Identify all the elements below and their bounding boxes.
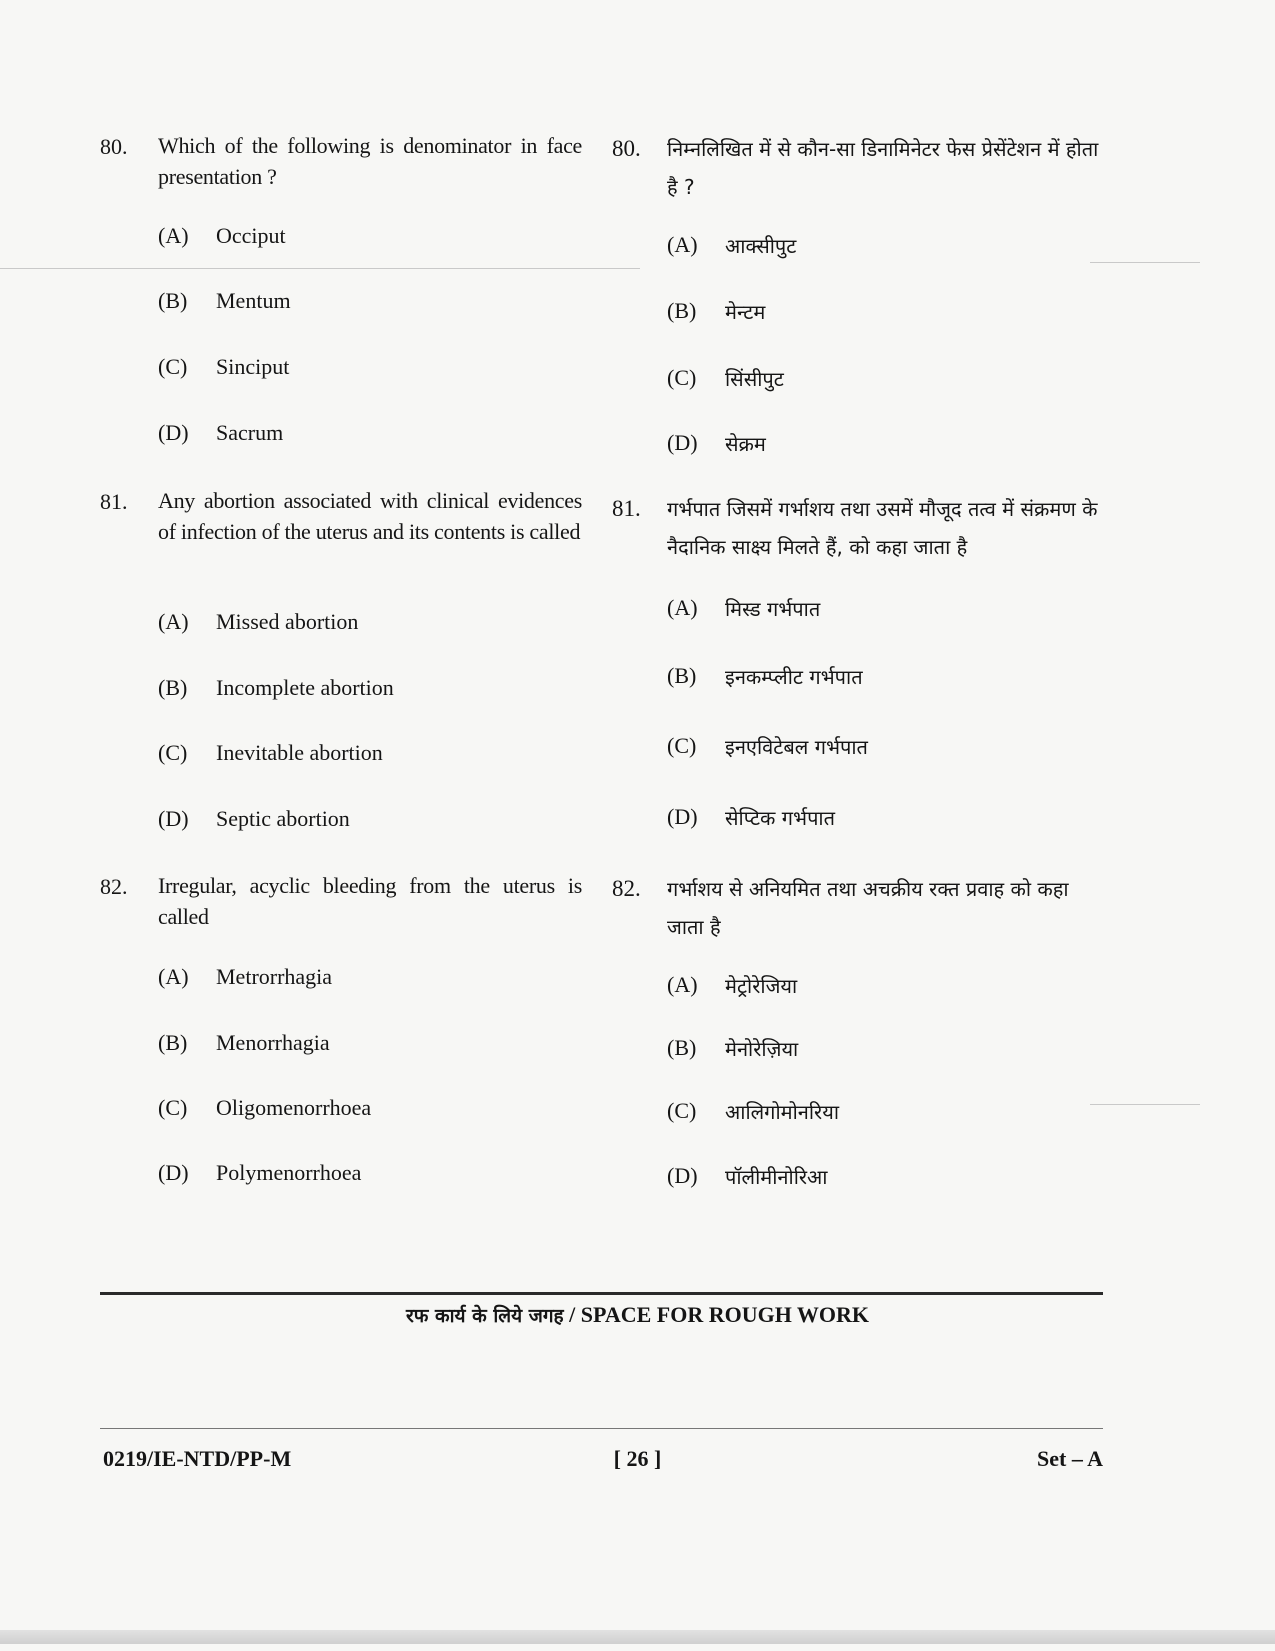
- option-d: [667, 430, 766, 457]
- option-b: [667, 663, 863, 690]
- option-label: (D): [158, 420, 189, 445]
- question-text: Irregular, acyclic bleeding from the uterus is called: [158, 873, 582, 929]
- option-c: [158, 354, 289, 380]
- question-81-hi: [612, 490, 1109, 566]
- scan-artifact-line: [1090, 1104, 1200, 1105]
- option-label: (D): [158, 1160, 189, 1185]
- option-b: [667, 1035, 798, 1062]
- option-a: [667, 595, 820, 622]
- option-c: [158, 740, 383, 766]
- section-divider: [100, 1292, 1103, 1295]
- question-text: निम्नलिखित में से कौन-सा डिनामिनेटर फेस प्रेसेंटेशन में होता है ?: [667, 137, 1099, 199]
- option-a: [667, 232, 796, 259]
- option-label: (B): [667, 663, 697, 688]
- option-a: [667, 972, 797, 999]
- option-label: (D): [667, 1163, 698, 1188]
- option-label: (A): [158, 223, 189, 248]
- question-number: 82.: [100, 874, 128, 899]
- option-c: [667, 733, 868, 760]
- option-text: Menorrhagia: [216, 1030, 330, 1055]
- option-text: Mentum: [216, 288, 291, 313]
- option-b: [158, 1030, 330, 1056]
- option-label: (D): [667, 430, 698, 455]
- option-label: (A): [667, 972, 698, 997]
- question-82-en: [100, 870, 582, 932]
- question-number: 82.: [612, 876, 641, 901]
- option-label: (A): [158, 609, 189, 634]
- page-number: [ 26 ]: [613, 1446, 662, 1471]
- question-number: 80.: [100, 134, 128, 159]
- question-80-hi: [612, 130, 1109, 206]
- set-label: Set – A: [1037, 1446, 1103, 1471]
- rough-work-hindi: रफ कार्य के लिये जगह: [405, 1305, 564, 1327]
- option-text: पॉलीमीनोरिआ: [725, 1165, 828, 1189]
- option-b: [667, 298, 765, 325]
- option-text: सेक्रम: [725, 432, 766, 456]
- question-text: Which of the following is denominator in face presentation ?: [158, 133, 582, 189]
- option-label: (C): [667, 733, 697, 758]
- rough-work-heading: [0, 1302, 1275, 1328]
- option-text: आलिगोमोनरिया: [725, 1100, 839, 1124]
- option-label: (A): [158, 964, 189, 989]
- option-text: Sacrum: [216, 420, 284, 445]
- rough-work-english: SPACE FOR ROUGH WORK: [580, 1302, 870, 1327]
- option-text: मिस्ड गर्भपात: [725, 597, 821, 621]
- option-c: [667, 1098, 839, 1125]
- option-text: Septic abortion: [216, 806, 350, 831]
- option-c: [158, 1095, 371, 1121]
- option-text: Metrorrhagia: [216, 964, 333, 989]
- scan-artifact-line: [0, 268, 640, 269]
- option-text: इनएविटेबल गर्भपात: [725, 735, 868, 759]
- option-label: (C): [667, 365, 697, 390]
- option-label: (C): [158, 1095, 188, 1120]
- option-label: (B): [158, 288, 188, 313]
- option-a: [158, 609, 358, 635]
- paper-code: 0219/IE-NTD/PP-M: [103, 1446, 292, 1471]
- option-text: आक्सीपुट: [725, 234, 797, 258]
- option-a: [158, 964, 332, 990]
- option-text: मेट्रोरेजिया: [725, 974, 798, 998]
- option-label: (C): [158, 354, 188, 379]
- option-d: [158, 806, 350, 832]
- option-label: (B): [158, 1030, 188, 1055]
- option-label: (D): [158, 806, 189, 831]
- option-d: [667, 1163, 828, 1190]
- scan-artifact-line: [1090, 262, 1200, 263]
- option-text: सिंसीपुट: [725, 367, 784, 391]
- option-label: (A): [667, 232, 698, 257]
- option-text: सेप्टिक गर्भपात: [725, 806, 836, 830]
- option-d: [667, 804, 835, 831]
- question-text: गर्भपात जिसमें गर्भाशय तथा उसमें मौजूद तत्व में संक्रमण के नैदानिक साक्ष्य मिलते हैं, को कहा जाता है: [667, 497, 1098, 559]
- option-c: [667, 365, 784, 392]
- rough-work-separator: /: [563, 1302, 581, 1327]
- question-number: 81.: [612, 496, 641, 521]
- option-text: Polymenorrhoea: [216, 1160, 362, 1185]
- option-d: [158, 420, 283, 446]
- option-label: (C): [158, 740, 188, 765]
- question-number: 81.: [100, 489, 128, 514]
- option-label: (B): [667, 298, 697, 323]
- footer-divider: [100, 1428, 1103, 1429]
- question-number: 80.: [612, 136, 641, 161]
- option-text: इनकम्प्लीट गर्भपात: [725, 665, 863, 689]
- question-82-hi: [612, 870, 1109, 946]
- option-a: [158, 223, 286, 249]
- question-text: गर्भाशय से अनियमित तथा अचक्रीय रक्त प्रवाह को कहा जाता है: [667, 877, 1069, 939]
- option-text: Occiput: [216, 223, 286, 248]
- option-text: Incomplete abortion: [216, 675, 394, 700]
- option-d: [158, 1160, 361, 1186]
- option-label: (C): [667, 1098, 697, 1123]
- question-81-en: [100, 485, 582, 547]
- option-b: [158, 675, 394, 701]
- scan-bottom-edge: [0, 1630, 1275, 1644]
- option-label: (B): [158, 675, 188, 700]
- option-text: मेनोरेज़िया: [725, 1037, 799, 1061]
- option-text: Oligomenorrhoea: [216, 1095, 372, 1120]
- option-b: [158, 288, 291, 314]
- option-label: (A): [667, 595, 698, 620]
- option-text: Missed abortion: [216, 609, 359, 634]
- question-80-en: [100, 130, 582, 192]
- option-label: (B): [667, 1035, 697, 1060]
- option-label: (D): [667, 804, 698, 829]
- option-text: मेन्टम: [725, 300, 766, 324]
- question-text: Any abortion associated with clinical evidences of infection of the uterus and its contents is called: [158, 488, 582, 544]
- option-text: Inevitable abortion: [216, 740, 383, 765]
- option-text: Sinciput: [216, 354, 290, 379]
